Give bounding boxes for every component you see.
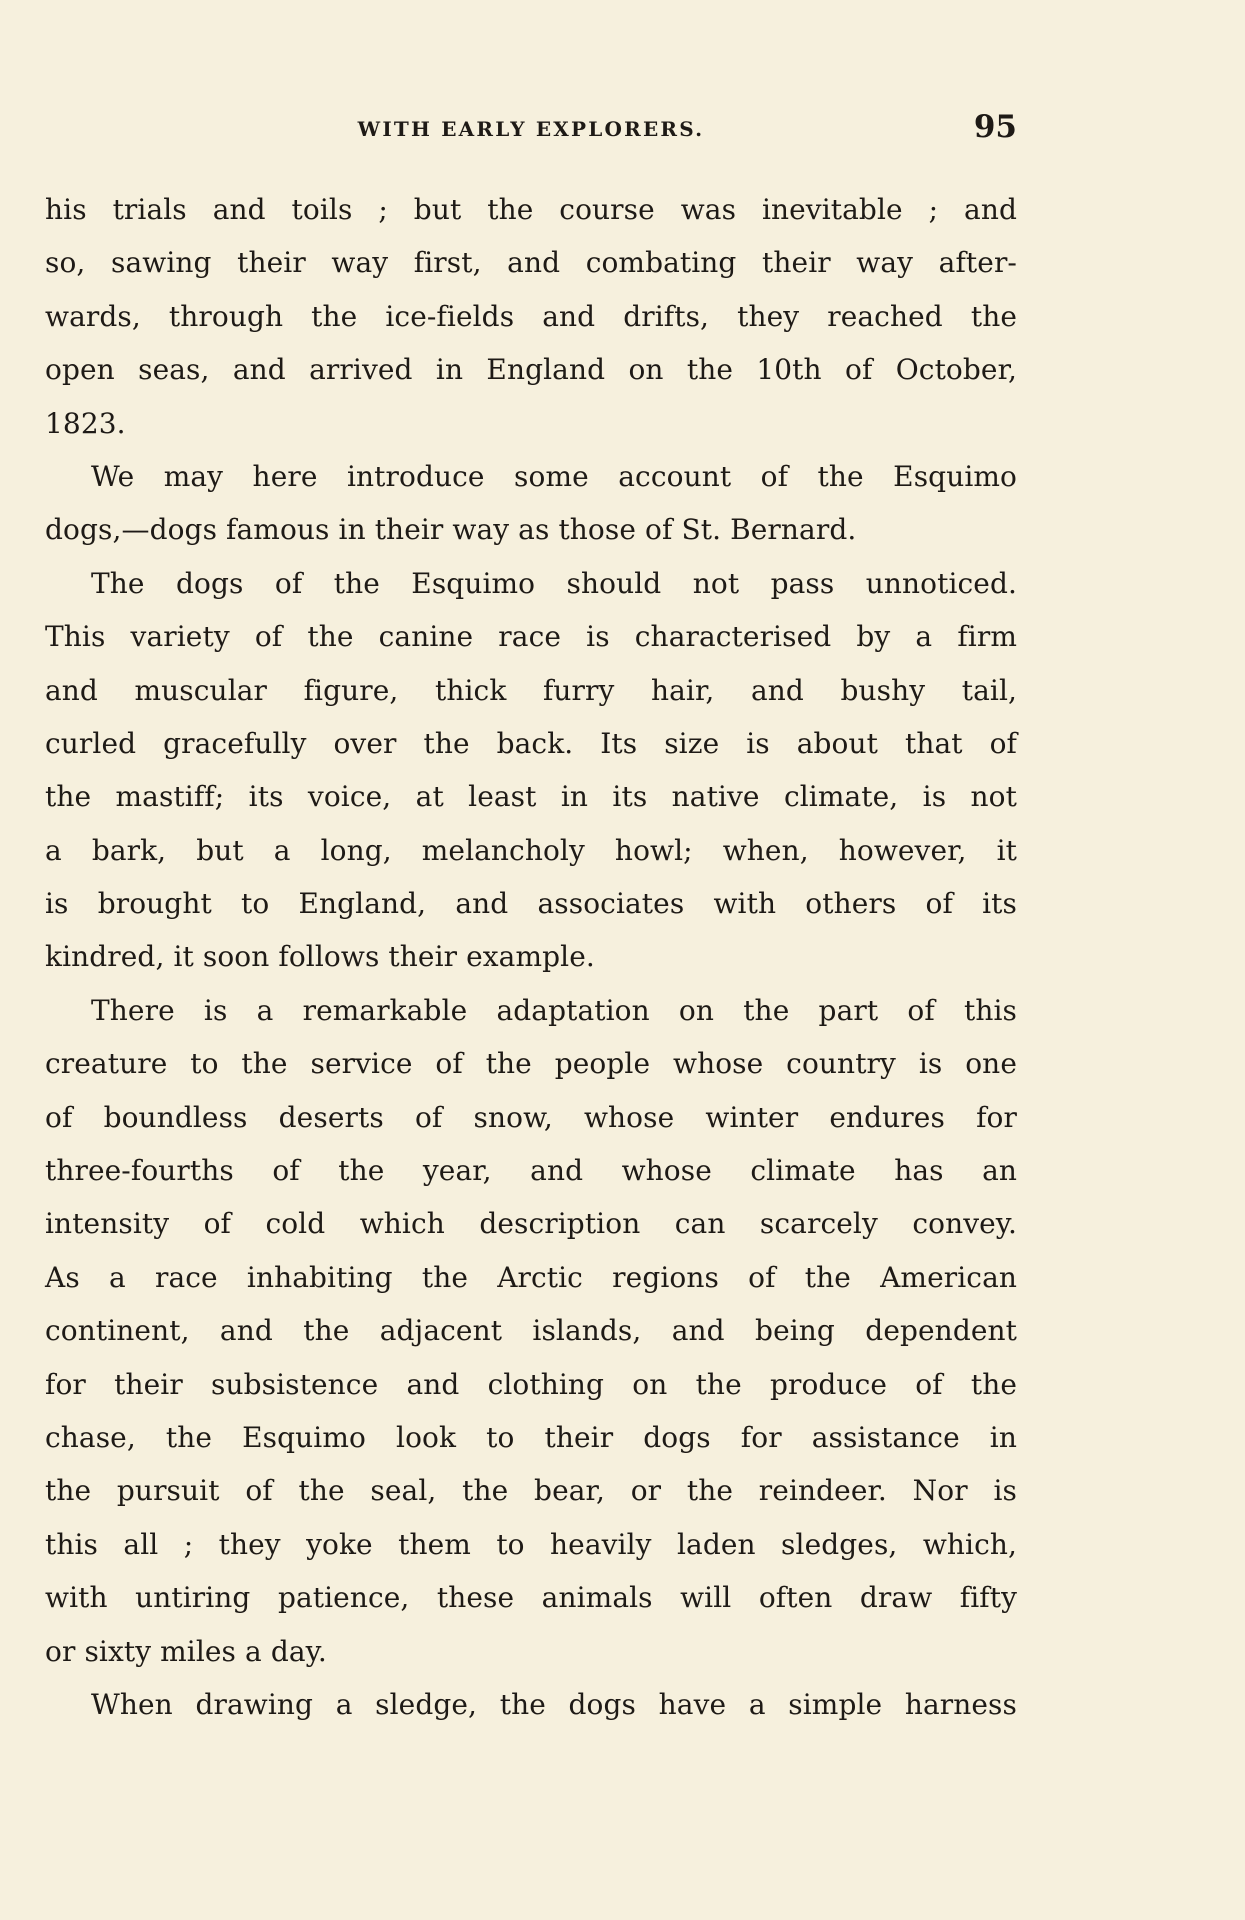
text-line: so, sawing their way first, and combating their way after- bbox=[45, 246, 1017, 280]
text-line: As a race inhabiting the Arctic regions of the American bbox=[45, 1260, 1017, 1294]
body-text bbox=[45, 183, 1017, 1731]
text-line: the pursuit of the seal, the bear, or the reindeer. Nor is bbox=[45, 1474, 1017, 1508]
text-line: and muscular figure, thick furry hair, and bushy tail, bbox=[45, 673, 1017, 707]
text-line: We may here introduce some account of the Esquimo bbox=[91, 459, 1017, 493]
text-line: a bark, but a long, melancholy howl; when, however, it bbox=[45, 833, 1017, 867]
text-line: continent, and the adjacent islands, and being dependent bbox=[45, 1314, 1017, 1348]
text-line: for their subsistence and clothing on the produce of the bbox=[45, 1367, 1017, 1401]
text-line: chase, the Esquimo look to their dogs for assistance in bbox=[45, 1420, 1017, 1454]
text-line: dogs,—dogs famous in their way as those of St. Bernard. bbox=[45, 513, 857, 547]
text-line: or sixty miles a day. bbox=[45, 1634, 327, 1668]
text-line: intensity of cold which description can scarcely convey. bbox=[45, 1207, 1017, 1241]
text-line: with untiring patience, these animals will often draw fifty bbox=[45, 1581, 1017, 1615]
running-head: WITH EARLY EXPLORERS. bbox=[357, 117, 705, 141]
text-line: is brought to England, and associates with others of its bbox=[45, 887, 1017, 921]
text-line: wards, through the ice-fields and drifts, they reached the bbox=[45, 299, 1017, 333]
text-line: kindred, it soon follows their example. bbox=[45, 940, 595, 974]
page-header bbox=[45, 109, 1017, 153]
text-line: of boundless deserts of snow, whose winter endures for bbox=[45, 1100, 1017, 1134]
text-line: the mastiff; its voice, at least in its native climate, is not bbox=[45, 780, 1017, 814]
text-line: curled gracefully over the back. Its size is about that of bbox=[45, 726, 1017, 760]
text-line: The dogs of the Esquimo should not pass unnoticed. bbox=[91, 566, 1017, 600]
text-line: three-fourths of the year, and whose climate has an bbox=[45, 1154, 1017, 1188]
page-number: 95 bbox=[973, 109, 1017, 145]
text-line: this all ; they yoke them to heavily laden sledges, which, bbox=[45, 1527, 1017, 1561]
text-line: This variety of the canine race is characterised by a firm bbox=[45, 620, 1017, 654]
text-line: creature to the service of the people whose country is one bbox=[45, 1047, 1017, 1081]
text-line: open seas, and arrived in England on the 10th of October, bbox=[45, 353, 1017, 387]
text-line: When drawing a sledge, the dogs have a simple harness bbox=[91, 1687, 1017, 1721]
text-line: There is a remarkable adaptation on the part of this bbox=[91, 993, 1017, 1027]
text-line: 1823. bbox=[45, 406, 126, 440]
text-line: his trials and toils ; but the course was inevitable ; and bbox=[45, 193, 1017, 226]
